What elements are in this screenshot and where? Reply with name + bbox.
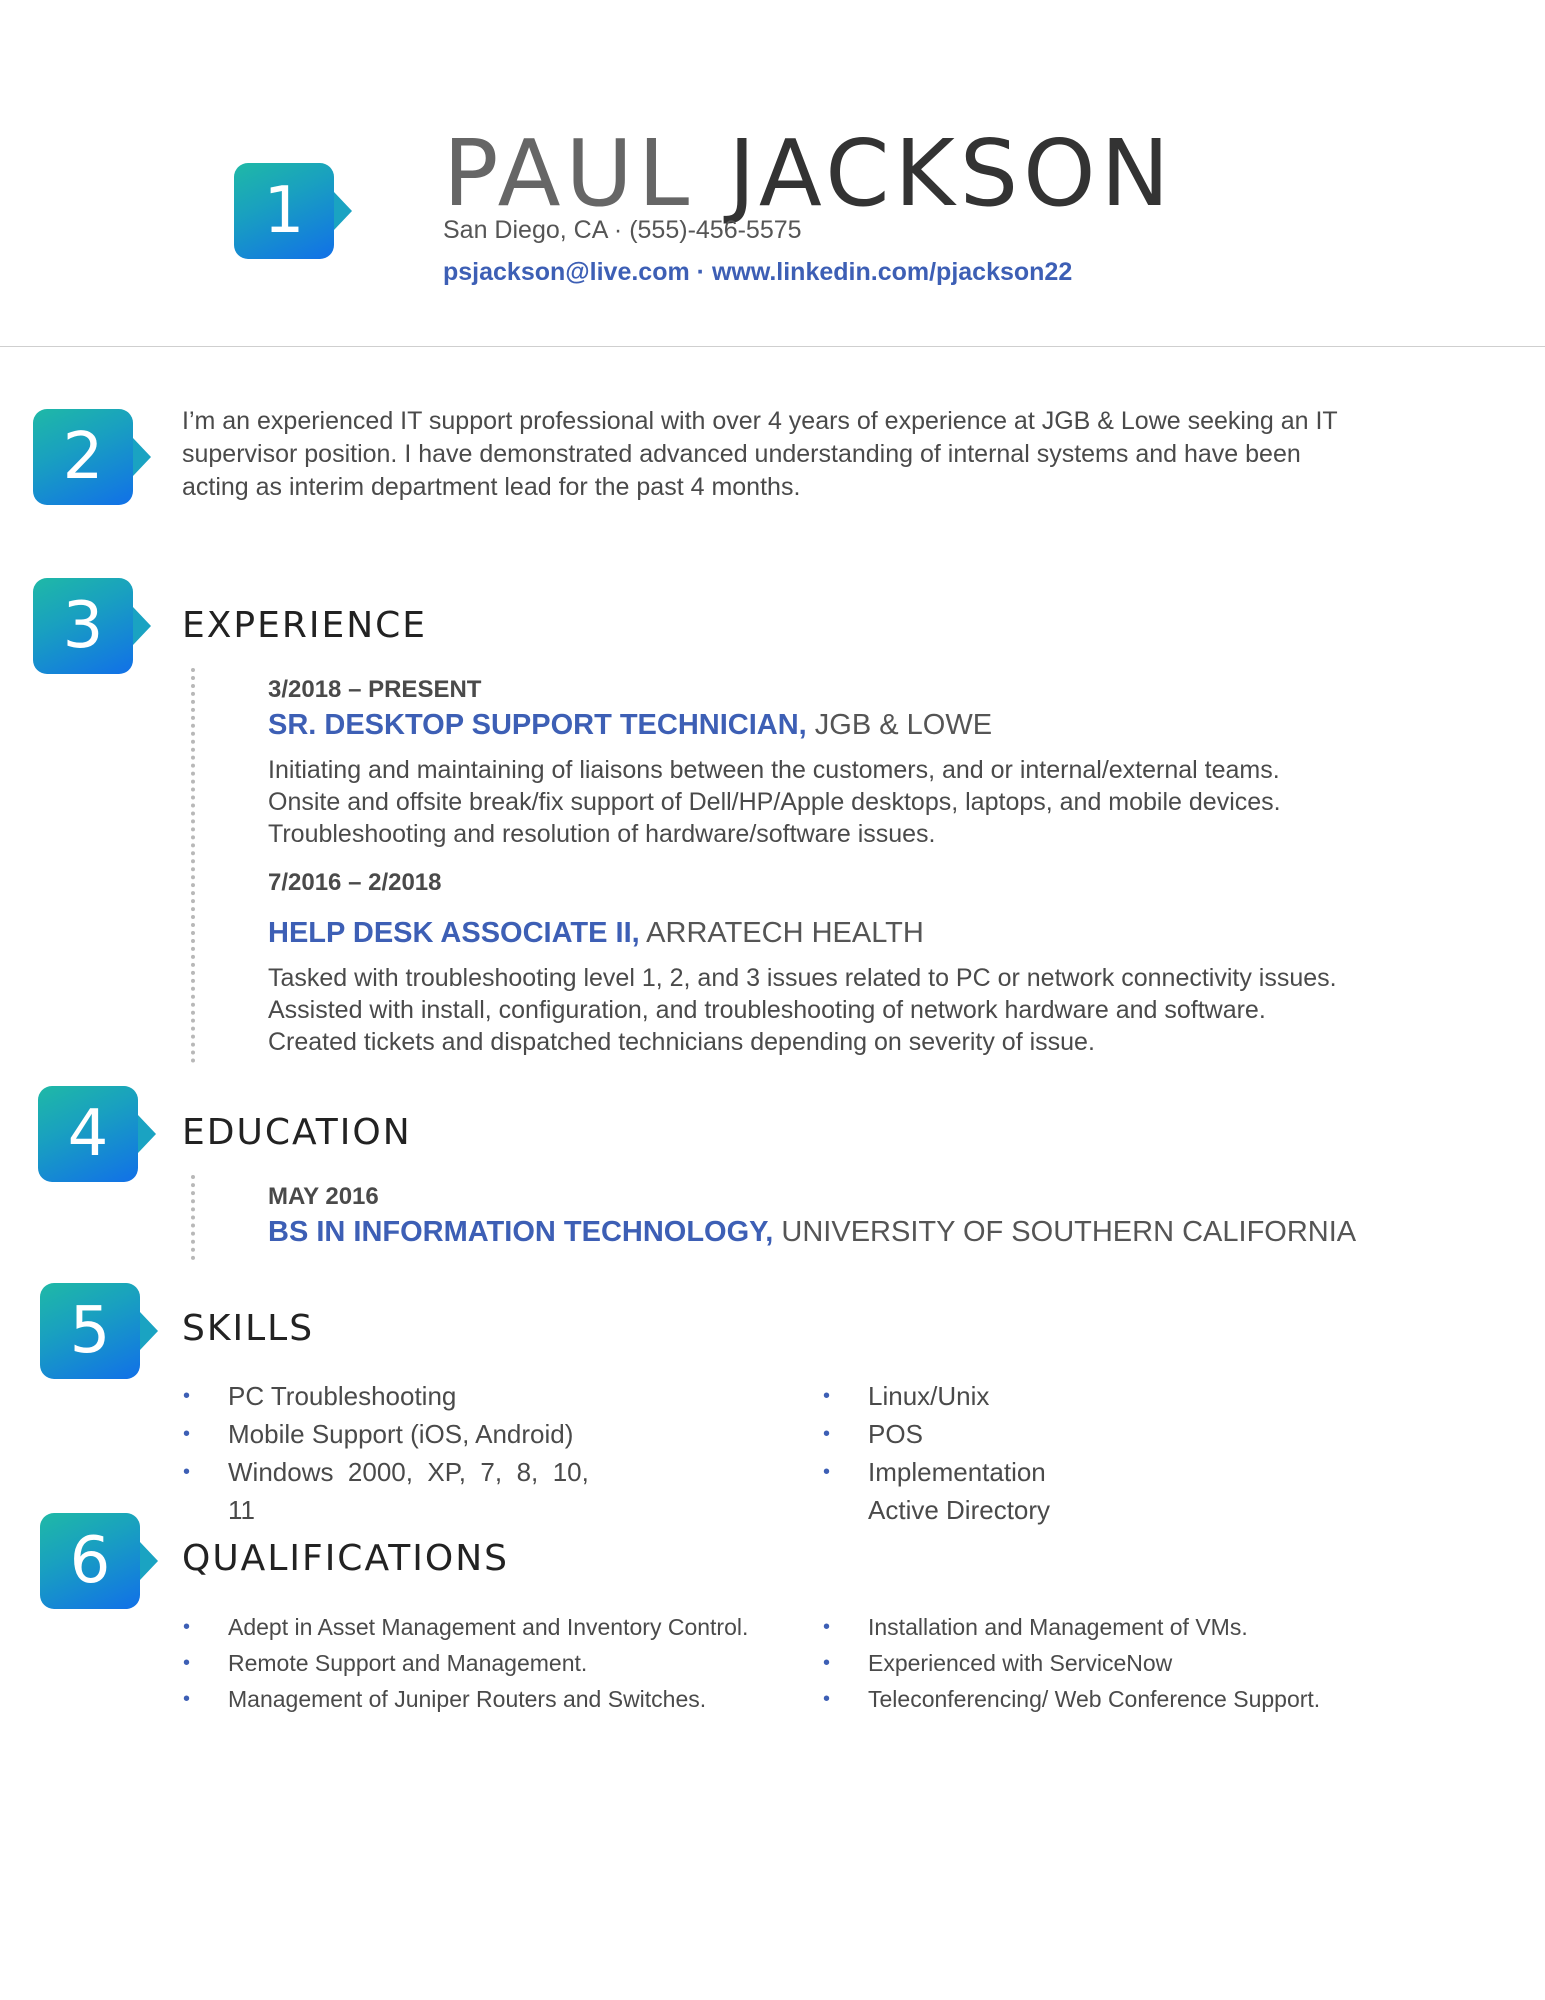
degree: BS IN INFORMATION TECHNOLOGY, <box>268 1216 774 1248</box>
list-item: • Implementation <box>823 1453 1050 1491</box>
summary-line: supervisor position. I have demonstrated advanced understanding of internal systems and have been <box>182 440 1301 468</box>
bullet-icon: • <box>823 1688 831 1710</box>
skills-list-left <box>183 1377 589 1529</box>
candidate-name <box>443 120 1174 227</box>
summary-text <box>182 405 1412 504</box>
section-badge-6: 6 <box>40 1513 140 1609</box>
list-item: • Experienced with ServiceNow <box>823 1645 1320 1681</box>
summary-line: I’m an experienced IT support professional with over 4 years of experience at JGB & Lowe seeking an IT <box>182 407 1338 435</box>
bullet-icon: • <box>183 1652 191 1674</box>
badge-arrow-icon <box>140 1312 158 1350</box>
list-item: • Linux/Unix <box>823 1377 1050 1415</box>
job-description-line: Created tickets and dispatched technicians depending on severity of issue. <box>268 1028 1095 1056</box>
job-title-line <box>268 917 924 950</box>
qualifications-heading: QUALIFICATIONS <box>182 1538 510 1579</box>
section-badge-3: 3 <box>33 578 133 674</box>
list-item: • PC Troubleshooting <box>183 1377 589 1415</box>
section-badge-1: 1 <box>234 163 334 259</box>
summary-line: acting as interim department lead for the past 4 months. <box>182 473 801 501</box>
job-company: JGB & LOWE <box>806 709 993 741</box>
job-title: HELP DESK ASSOCIATE II, <box>268 917 640 949</box>
skills-heading: SKILLS <box>182 1308 315 1349</box>
education-timeline <box>191 1175 195 1260</box>
experience-timeline <box>191 668 195 1063</box>
job-description-line: Onsite and offsite break/fix support of Dell/HP/Apple desktops, laptops, and mobile devices. <box>268 788 1281 816</box>
bullet-icon: • <box>823 1461 831 1483</box>
linkedin-link[interactable]: www.linkedin.com/pjackson22 <box>711 258 1073 286</box>
job-description <box>268 754 1281 850</box>
list-item: • POS <box>823 1415 1050 1453</box>
job-title-line <box>268 709 992 742</box>
list-item: Active Directory <box>868 1495 1051 1525</box>
job-description <box>268 962 1337 1058</box>
bullet-icon: • <box>183 1385 191 1407</box>
badge-arrow-icon <box>133 438 151 476</box>
bullet-icon: • <box>823 1385 831 1407</box>
location-phone: San Diego, CA · (555)-456-5575 <box>443 216 802 244</box>
list-item: • Management of Juniper Routers and Switches. <box>183 1681 748 1717</box>
list-item-continuation: 11 <box>228 1495 255 1525</box>
first-name: PAUL <box>443 120 695 227</box>
bullet-icon: • <box>823 1652 831 1674</box>
qualifications-list-left <box>183 1609 748 1717</box>
section-badge-2: 2 <box>33 409 133 505</box>
last-name: JACKSON <box>728 120 1175 227</box>
education-heading: EDUCATION <box>182 1112 412 1153</box>
qualifications-list-right <box>823 1609 1320 1717</box>
bullet-icon: • <box>823 1616 831 1638</box>
bullet-icon: • <box>183 1616 191 1638</box>
skills-list-right <box>823 1377 1050 1529</box>
list-item: • Installation and Management of VMs. <box>823 1609 1320 1645</box>
experience-heading: EXPERIENCE <box>182 605 428 646</box>
list-item: • Remote Support and Management. <box>183 1645 748 1681</box>
job-description-line: Troubleshooting and resolution of hardware/software issues. <box>268 820 936 848</box>
badge-arrow-icon <box>133 607 151 645</box>
degree-line <box>268 1216 1356 1249</box>
badge-arrow-icon <box>334 192 352 230</box>
bullet-icon: • <box>823 1423 831 1445</box>
badge-arrow-icon <box>140 1542 158 1580</box>
bullet-icon: • <box>183 1423 191 1445</box>
job-description-line: Initiating and maintaining of liaisons between the customers, and or internal/external teams. <box>268 756 1280 784</box>
email-link[interactable]: psjackson@live.com <box>443 258 690 286</box>
list-item: • Windows 2000, XP, 7, 8, 10, <box>183 1453 589 1491</box>
job-description-line: Assisted with install, configuration, and troubleshooting of network hardware and software. <box>268 996 1266 1024</box>
list-item: • Adept in Asset Management and Inventory Control. <box>183 1609 748 1645</box>
education-date: MAY 2016 <box>268 1183 379 1210</box>
bullet-icon: • <box>183 1461 191 1483</box>
section-badge-4: 4 <box>38 1086 138 1182</box>
section-badge-5: 5 <box>40 1283 140 1379</box>
school: UNIVERSITY OF SOUTHERN CALIFORNIA <box>773 1216 1357 1248</box>
contact-links <box>443 258 1072 287</box>
bullet-icon: • <box>183 1688 191 1710</box>
header-divider <box>0 346 1545 347</box>
job-dates: 7/2016 – 2/2018 <box>268 869 442 896</box>
badge-arrow-icon <box>138 1115 156 1153</box>
link-separator: · <box>689 258 712 286</box>
job-company: ARRATECH HEALTH <box>639 917 924 949</box>
job-dates: 3/2018 – PRESENT <box>268 676 482 703</box>
list-item: • Mobile Support (iOS, Android) <box>183 1415 589 1453</box>
list-item: • Teleconferencing/ Web Conference Support. <box>823 1681 1320 1717</box>
job-description-line: Tasked with troubleshooting level 1, 2, and 3 issues related to PC or network connectivity issues. <box>268 964 1337 992</box>
job-title: SR. DESKTOP SUPPORT TECHNICIAN, <box>268 709 807 741</box>
